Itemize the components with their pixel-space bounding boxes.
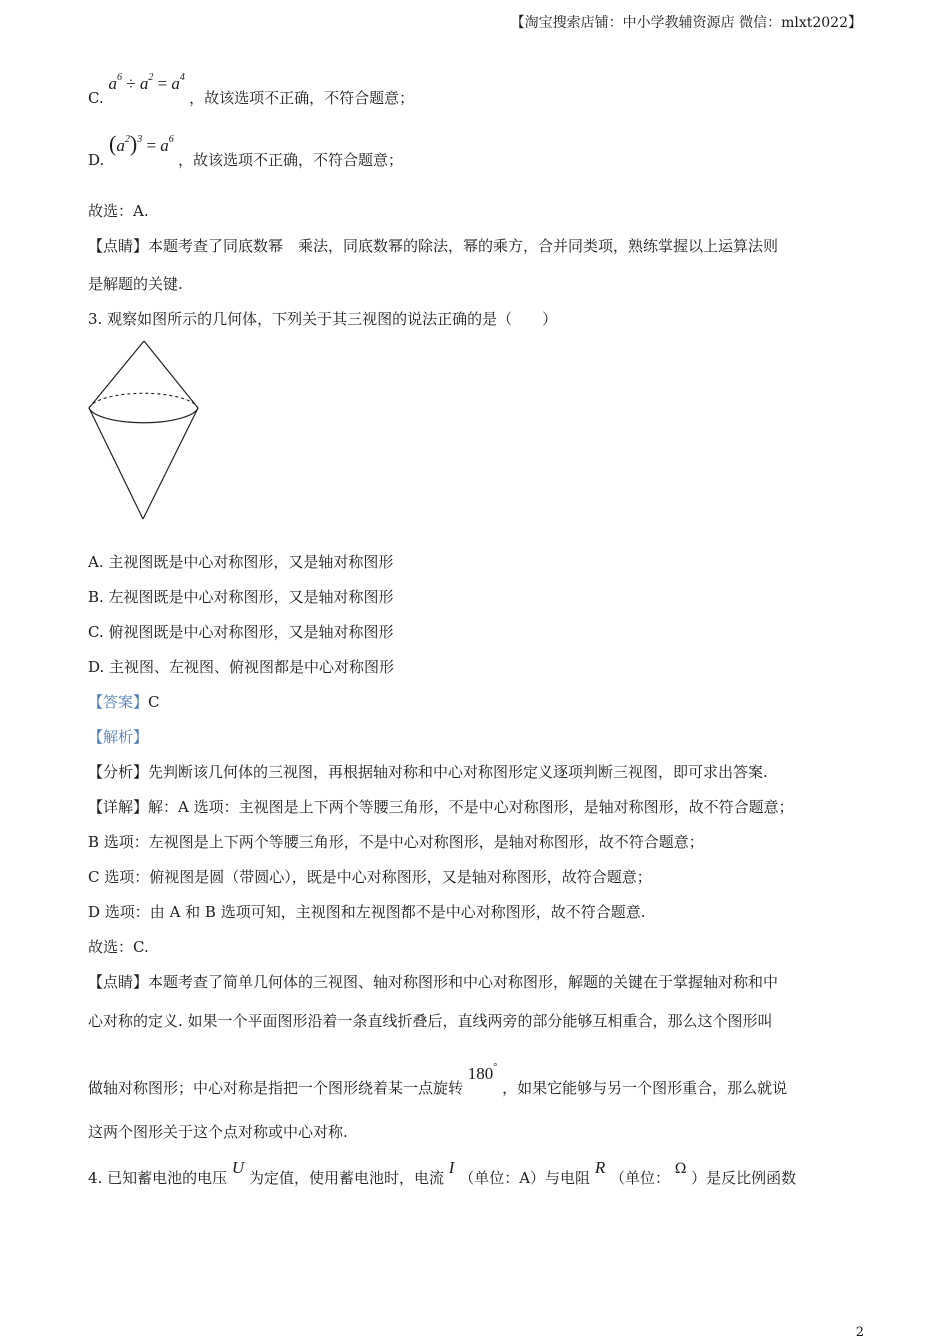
page-number: 2 xyxy=(855,1325,864,1340)
lower-cone-left-edge xyxy=(89,408,143,519)
angle-180: 180° xyxy=(467,1062,498,1083)
upper-cone-left-edge xyxy=(89,341,144,408)
q3-answer xyxy=(88,692,160,712)
q3-fenxi: 【分析】先判断该几何体的三视图，再根据轴对称和中心对称图形定义逐项判断三视图，即可求出答案. xyxy=(88,763,768,781)
option-label: C. xyxy=(88,89,109,107)
math-expression: $a^6 \div a^2 = a^4$ xyxy=(108,72,185,93)
q3-analysis-tag: 【解析】 xyxy=(88,728,149,746)
q3-option-c: C. 俯视图既是中心对称图形，又是轴对称图形 xyxy=(88,623,394,641)
upper-cone-right-edge xyxy=(144,341,198,408)
q3-xiangjie-b: B 选项：左视图是上下两个等腰三角形，不是中心对称图形，是轴对称图形，故不符合题意； xyxy=(88,833,704,851)
q3-option-a: A. 主视图既是中心对称图形，又是轴对称图形 xyxy=(88,553,394,571)
symbol-u: U xyxy=(231,1158,245,1177)
q3-comment-2: 心对称的定义. 如果一个平面图形沿着一条直线折叠后，直线两旁的部分能够互相重合，那么这个图形叫 xyxy=(88,1012,773,1030)
option-text: ，故该选项不正确，不符合题意； xyxy=(178,151,404,169)
q3-option-d: D. 主视图、左视图、俯视图都是中心对称图形 xyxy=(88,658,395,676)
q2-choice: 故选：A. xyxy=(88,202,149,220)
q2-comment: 【点睛】本题考查了同底数幂 乘法，同底数幂的除法，幂的乘方，合并同类项，熟练掌握以上运算法则 xyxy=(88,237,779,255)
q2-comment-cont: 是解题的关键. xyxy=(88,275,183,293)
q3-xiangjie: 【详解】解：A 选项：主视图是上下两个等腰三角形，不是中心对称图形，是轴对称图形，故不符合题意； xyxy=(88,798,794,816)
q3-xiangjie-d: D 选项：由 A 和 B 选项可知，主视图和左视图都不是中心对称图形，故不符合题意. xyxy=(88,903,646,921)
q3-xiangjie-c: C 选项：俯视图是圆（带圆心），既是中心对称图形，又是轴对称图形，故符合题意； xyxy=(88,868,652,886)
q3-stem: 3. 观察如图所示的几何体，下列关于其三视图的说法正确的是（ ） xyxy=(88,310,558,328)
page-header: 【淘宝搜索店铺：中小学教辅资源店 微信：mlxt2022】 xyxy=(510,15,862,31)
symbol-i: I xyxy=(448,1158,455,1177)
q3-comment-3: 做轴对称图形；中心对称是指把一个图形绕着某一点旋转 180° ，如果它能够与另一个图形重合，那么就说 xyxy=(88,1062,788,1097)
q2-option-c xyxy=(88,72,415,108)
base-ellipse-back xyxy=(89,393,198,408)
q2-option-d xyxy=(88,131,404,170)
option-text: ，故该选项不正确，不符合题意； xyxy=(189,89,415,107)
base-ellipse-front xyxy=(89,408,198,423)
q4-stem: 4. 已知蓄电池的电压 U 为定值，使用蓄电池时，电流 I （单位：A）与电阻 R （单位： Ω ）是反比例函数 xyxy=(88,1158,797,1187)
answer-tag: 【答案】 xyxy=(88,693,149,711)
answer-value: C xyxy=(148,693,160,711)
q3-comment: 【点睛】本题考查了简单几何体的三视图、轴对称图形和中心对称图形，解题的关键在于掌握轴对称和中 xyxy=(88,973,779,991)
math-expression: $(a^2)^3 = a^6$ xyxy=(109,131,174,156)
q3-option-b: B. 左视图既是中心对称图形，又是轴对称图形 xyxy=(88,588,394,606)
option-label: D. xyxy=(88,151,110,169)
q3-comment-4: 这两个图形关于这个点对称或中心对称. xyxy=(88,1123,348,1141)
q3-choice: 故选：C. xyxy=(88,938,149,956)
lower-cone-right-edge xyxy=(143,408,198,519)
symbol-ohm: Ω xyxy=(674,1161,687,1177)
comment-tag: 【点睛】 xyxy=(88,237,149,255)
symbol-r: R xyxy=(594,1158,606,1177)
cone-figure xyxy=(84,338,204,524)
